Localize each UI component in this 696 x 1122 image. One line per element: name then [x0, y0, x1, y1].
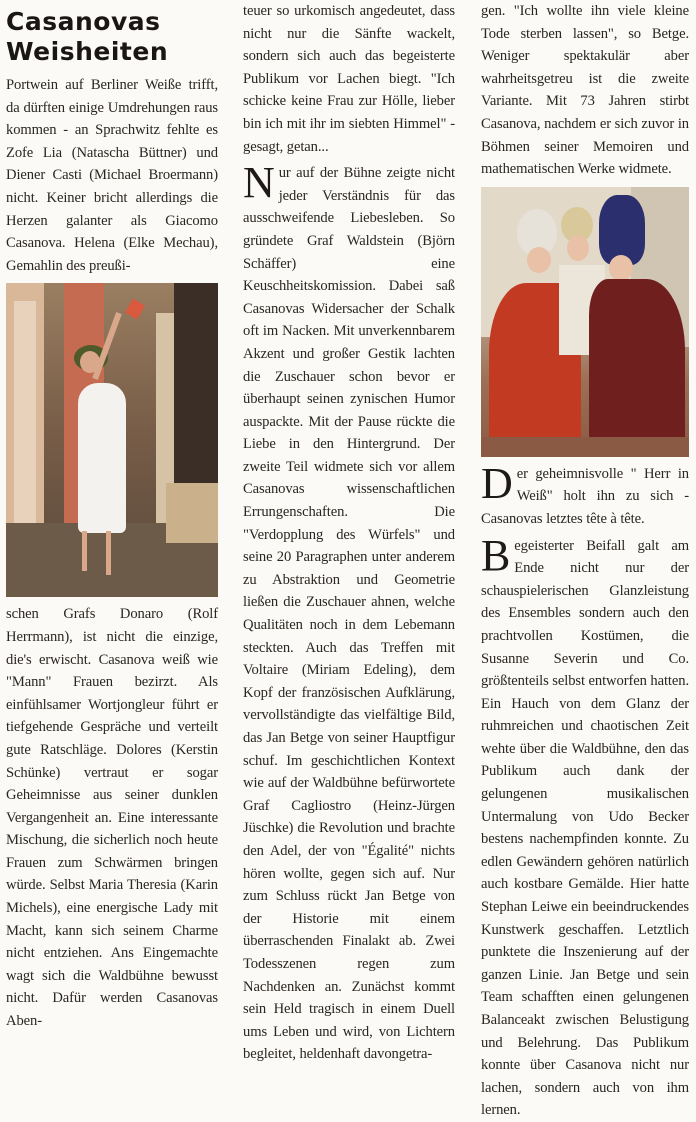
col3-paragraph-2-text: egeisterter Beifall galt am Ende nicht nur der schauspielerischen Glanzleistung des Ensembles sondern auch den prachtvollen Kostümen, die Susanne Severin und Co. größtenteils selbst entworfen hatten. Ein Hauch von dem Glanz der ruhmreichen und chaotischen Zeit wehte über die Waldbühne, den das Publikum auch dank der gelungenen musikalischen Untermalung von Udo Becker bestens nachempfinden konnte. Zu edlen Gewändern gehören natürlich auch kostbare Gemälde. Hier hatte Stephan Leiwe ein beeindruckendes Kunstwerk geschaffen. Letztlich punktete die Inszenierung auf der ganzen Linie. Jan Betge und sein Team schafften einen gelungenen Balanceakt zwischen Belustigung und Belehrung. Das Publikum konnte über Casanova nicht nur lachen, sondern auch von ihm lernen.: [481, 537, 689, 1119]
col2-paragraph: [243, 158, 455, 1066]
column-2: [243, 0, 455, 1066]
photo-helena-dancer: [6, 283, 218, 597]
col2-paragraph-text: ur auf der Bühne zeigte nicht jeder Verständnis für das ausschweifende Liebesleben. So gründete Graf Waldstein (Björn Schäffer) eine Keuschheitskomission. Dabei saß Casanovas Widersacher der Schalk oft im Nacken. Mit unverkennbarem Akzent und großer Gestik lachten die Zuschauer schon bevor er überhaupt seinen zynischen Humor auspackte. Mit der Pause rückte die Liebe in den Hintergrund. Der zweite Teil widmete sich vor allem Casanovas wissenschaftlichen Errungenschaften. Die "Verdopplung des Würfels" und seine 20 Paragraphen unter anderem zu Abstraktion und Geometrie ließen die Zuschauer ahnen, welche Qualitäten noch in dem Lebemann steckten. Auch das Treffen mit Voltaire (Miriam Edeling), dem Kopf der französischen Aufklärung, vervollständigte das vielfältige Bild, das Jan Betge von seiner Hauptfigur schuf. Im geschichtlichen Kontext wie auf der Waldbühne befürwortete Graf Cagliostro (Heinz-Jürgen Jüschke) die Revolution und brachte den Adel, der von "Égalité" nichts hören wollte, gegen sich auf. Nur zum Schluss rückt Jan Betge von der Historie mit einem überraschenden Finalakt ab. Zwei Todesszenen regen zum Nachdenken an. Zunächst kommt sein Held tragisch in einem Duell ums Leben und wird, von Lichtern begleitet, heldenhaft davongetra-: [243, 165, 455, 1063]
col3-continued-text: gen. "Ich wollte ihn viele kleine Tode sterben lassen", so Betge. Weniger spektakulär aber wahrheitsgetreu ist die zweite Variante. Mit 73 Jahren stirbt Casanova, nachdem er sich zuvor in Böhmen seiner Memoiren und mathematischen Werke widmete.: [481, 3, 689, 178]
drop-cap-n: N: [243, 158, 275, 208]
column-3: [481, 0, 689, 1122]
col3-paragraph-1: [481, 458, 689, 531]
column-1: [6, 0, 218, 1033]
drop-cap-d: D: [481, 458, 513, 508]
drop-cap-b: B: [481, 530, 511, 580]
col3-paragraph-2: [481, 530, 689, 1122]
col2-continued-text: teuer so urkomisch angedeutet, dass nicht nur die Sänfte wackelt, sondern sich auch das begeisterte Publikum vor Lachen biegt. "Ich schicke keine Frau zur Hölle, lieber bin ich mit ihr im siebten Himmel" - gesagt, getan...: [243, 3, 455, 155]
col1-text-bottom: schen Grafs Donaro (Rolf Herrmann), ist nicht die einzige, die's erwischt. Casanova weiß wie "Mann" Frauen bezirzt. Als einfühlsamer Wortjongleur führt er tiefgehende Gespräche und verteilt gute Ratschläge. Dolores (Kerstin Schünke) vertraut er sogar Geheimnisse aus seiner dunklen Vergangenheit an. Eine interessante Mischung, die sicherlich noch heute Frauen zum Schwärmen bringen würde. Selbst Maria Theresia (Karin Michels), eine energische Lady mit Macht, kann sich seinem Charme nicht entziehen. Ans Eingemachte wagt sich die Waldbühne bewusst nicht. Dafür werden Casanovas Aben-: [6, 606, 218, 1030]
col1-text-top: Portwein auf Berliner Weiße trifft, da dürften einige Umdrehungen raus kommen - an Sprachwitz fehlte es Zofe Lia (Natascha Büttner) und Diener Casti (Michael Broermann) nicht. Keiner bricht allerdings die Herzen galanter als Giacomo Casanova. Helena (Elke Mechau), Gemahlin des preußi-: [6, 77, 218, 274]
photo-casanova-ensemble: [481, 187, 689, 457]
article-title: [6, 0, 218, 67]
title-line-1: Casanovas: [6, 7, 161, 36]
title-line-2: Weisheiten: [6, 37, 169, 66]
col3-paragraph-1-text: er geheimnisvolle " Herr in Weiß" holt ihn zu sich - Casanovas letztes tête à tête.: [481, 465, 689, 527]
